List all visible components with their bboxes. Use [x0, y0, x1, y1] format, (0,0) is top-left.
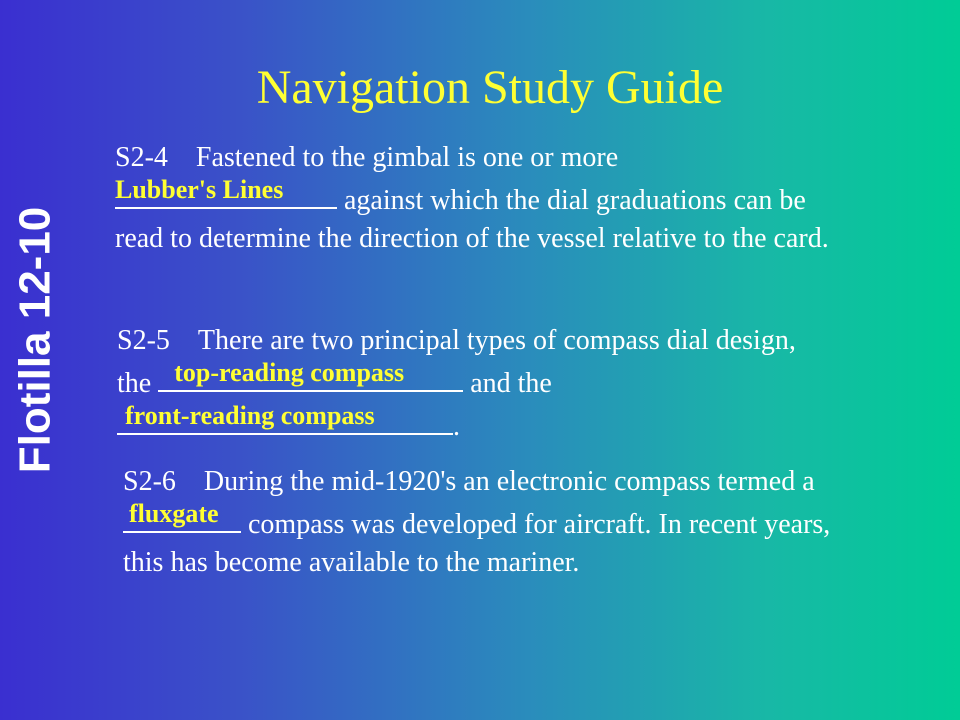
answer-text: front-reading compass — [125, 401, 375, 430]
question-text: compass was developed for aircraft. In recent years, this has become available to the mariner. — [123, 509, 831, 578]
answer-blank — [123, 501, 241, 533]
answer-blank — [158, 360, 463, 392]
page-title: Navigation Study Guide — [256, 61, 724, 114]
question-text: against which the dial graduations can be read to determine the direction of the vessel relative to the card. — [115, 185, 829, 254]
question-s2-4 — [115, 139, 835, 258]
question-s2-6 — [123, 463, 853, 582]
answer-text: fluxgate — [129, 499, 219, 528]
question-text: Fastened to the gimbal is one or more — [195, 142, 619, 173]
answer-text: top-reading compass — [174, 358, 405, 387]
question-number: S2-4 — [115, 142, 168, 173]
question-number: S2-6 — [123, 466, 176, 497]
side-label-container — [2, 180, 68, 500]
answer-text: Lubber's Lines — [115, 175, 284, 204]
question-s2-5 — [117, 322, 837, 446]
question-text: There are two principal types of compass dial design, the — [117, 325, 796, 399]
question-number: S2-5 — [117, 325, 170, 356]
question-text: . — [453, 411, 460, 442]
question-text: During the mid-1920's an electronic compass termed a — [203, 466, 815, 497]
question-text: and the — [463, 368, 552, 399]
answer-blank — [117, 403, 453, 435]
answer-blank — [115, 177, 337, 209]
side-label: Flotilla 12-10 — [10, 206, 60, 474]
